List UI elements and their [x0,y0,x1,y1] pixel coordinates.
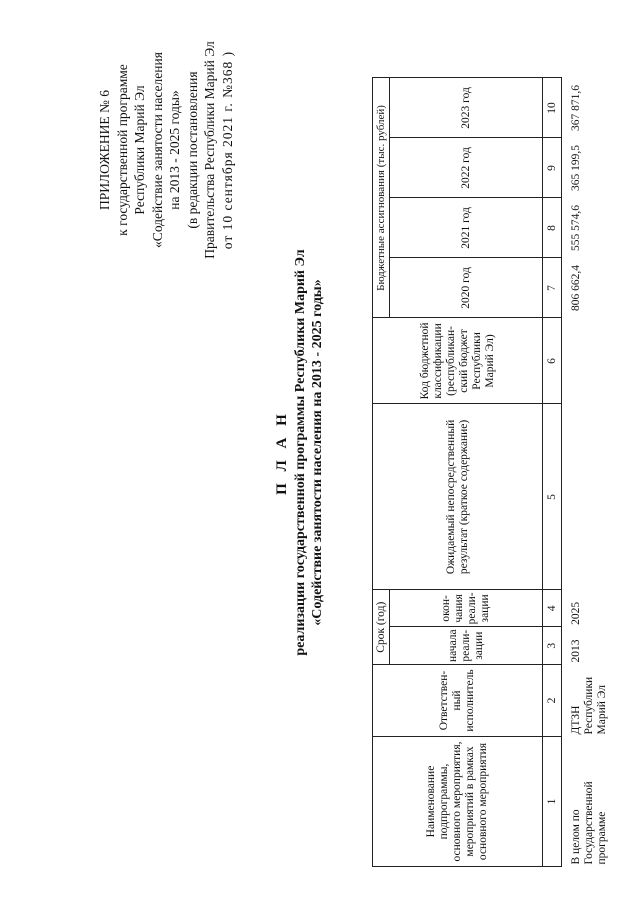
column-number: 9 [543,138,562,198]
header-term-start: начала реали-зации [390,627,543,665]
header-code: Код бюджетной классификации (республикан-ский бюджет Республики Марий Эл) [373,318,543,404]
header-term-end: окон-чания реали-зации [390,590,543,627]
row-value-2023: 367 871,6 [570,84,582,131]
header-name: Наименование подпрограммы, основного мероприятия, мероприятий в рамках основного мероприятия [373,737,543,867]
title-line-2: «Содействие занятости населения на 2013 - 2025 годы» [310,279,325,626]
appendix-line: Республики Марий Эл [132,85,147,215]
header-executor: Ответствен-ный исполнитель [373,665,543,737]
column-number: 7 [543,258,562,318]
column-number: 6 [543,318,562,404]
column-number: 4 [543,590,562,627]
title-line-1: реализации государственной программы Республики Марий Эл [293,249,308,656]
plan-heading: П Л А Н [274,410,290,495]
header-result: Ожидаемый непосредственный результат (краткое содержание) [373,404,543,590]
row-name: В целом по Государственной программе [570,781,608,865]
appendix-line: Правительства Республики Марий Эл [202,41,217,259]
column-number: 1 [543,737,562,867]
column-number: 10 [543,78,562,138]
appendix-line: от 10 сентября 2021 г. №368 ) [219,50,235,250]
plan-table [372,77,610,867]
column-number: 8 [543,198,562,258]
document-title [272,0,326,905]
column-number: 5 [543,404,562,590]
row-value-2022: 365 199,5 [570,144,582,191]
appendix-line: (в редакции постановления [184,71,200,229]
appendix-line: «Содействие занятости населения [149,52,165,248]
column-number-row [543,78,562,867]
appendix-header [96,15,236,285]
row-end: 2025 [570,601,582,625]
header-row-1 [373,78,390,867]
appendix-line: ПРИЛОЖЕНИЕ № 6 [97,89,112,211]
header-year-2023: 2023 год [390,78,543,138]
row-executor: ДТЗН Республики Марий Эл [570,676,608,735]
header-year-2021: 2021 год [390,198,543,258]
header-year-2020: 2020 год [390,258,543,318]
header-term: Срок (год) [373,590,390,665]
header-year-2022: 2022 год [390,138,543,198]
header-budget: Бюджетные ассигнования (тыс. рублей) [373,78,390,318]
appendix-line: к государственной программе [114,64,130,236]
column-number: 2 [543,665,562,737]
column-number: 3 [543,627,562,665]
row-value-2021: 555 574,6 [570,204,582,251]
appendix-line: на 2013 - 2025 годы» [167,90,182,210]
table-row [562,78,611,867]
row-start: 2013 [570,639,582,663]
row-result [562,404,611,590]
row-code [562,318,611,404]
row-value-2020: 806 662,4 [570,264,582,311]
